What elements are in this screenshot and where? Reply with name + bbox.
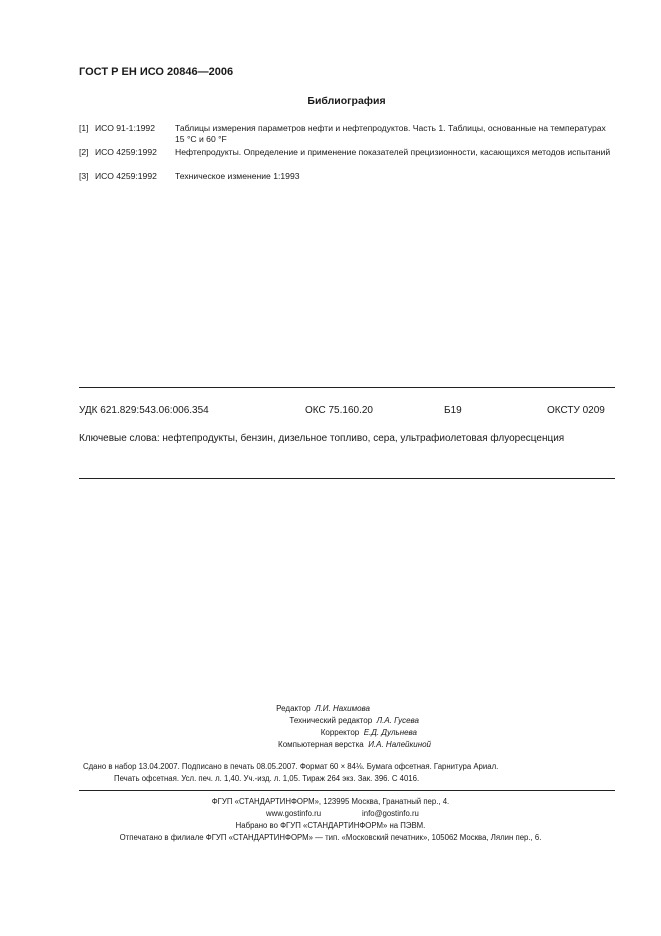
top-rule	[79, 387, 615, 388]
credit-label: Компьютерная верстка	[278, 740, 364, 749]
bib-code: ИСО 91-1:1992	[95, 123, 155, 133]
bib-number: [2]	[79, 147, 89, 157]
credit-tech-editor	[289, 716, 419, 725]
credit-label: Корректор	[320, 728, 360, 737]
credit-name: И.А. Налейкиной	[368, 740, 431, 749]
bib-text: Нефтепродукты. Определение и применение показателей прецизионности, касающихся методов испытаний	[175, 147, 611, 157]
publisher-web[interactable]: www.gostinfo.ru	[266, 809, 322, 818]
okstu-code: ОКСТУ 0209	[547, 405, 605, 416]
bib-number: [1]	[79, 123, 89, 133]
bib-code: ИСО 4259:1992	[95, 171, 157, 181]
bib-text: Таблицы измерения параметров нефти и нефтепродуктов. Часть 1. Таблицы, основанные на температурах 15 °C и 60 °F	[175, 123, 606, 144]
publisher-line-4: Отпечатано в филиале ФГУП «СТАНДАРТИНФОРМ» — тип. «Московский печатник», 105062 Москва, Лялин пер., 6.	[119, 833, 542, 842]
imprint-line-2: Печать офсетная. Усл. печ. л. 1,40. Уч.-изд. л. 1,05. Тираж 264 экз. Зак. 396. С 4016.	[114, 774, 420, 783]
bib-code: ИСО 4259:1992	[95, 147, 157, 157]
bottom-rule	[79, 478, 615, 479]
bib-text: Техническое изменение 1:1993	[175, 171, 300, 181]
oks-code: ОКС 75.160.20	[305, 405, 373, 416]
standard-header: ГОСТ Р ЕН ИСО 20846—2006	[79, 66, 234, 78]
credit-name: Л.А. Гусева	[376, 716, 419, 725]
publisher-line-1: ФГУП «СТАНДАРТИНФОРМ», 123995 Москва, Гранатный пер., 4.	[211, 797, 450, 806]
keywords: Ключевые слова: нефтепродукты, бензин, дизельное топливо, сера, ультрафиолетовая флуоресценция	[79, 433, 565, 444]
udc-code: УДК 621.829:543.06:006.354	[79, 405, 209, 416]
credit-label: Редактор	[276, 704, 311, 713]
credit-name: Е.Д. Дульнева	[363, 728, 417, 737]
credit-layout	[278, 740, 431, 749]
imprint-line-1: Сдано в набор 13.04.2007. Подписано в печать 08.05.2007. Формат 60 × 84⅛. Бумага офсетная. Гарнитура Ариал.	[83, 762, 499, 771]
imprint-rule	[79, 790, 615, 791]
credit-label: Технический редактор	[289, 716, 373, 725]
publisher-line-3: Набрано во ФГУП «СТАНДАРТИНФОРМ» на ПЭВМ.	[235, 821, 426, 830]
bib-number: [3]	[79, 171, 89, 181]
credit-name: Л.И. Нахимова	[315, 704, 370, 713]
credit-corrector	[321, 728, 417, 737]
bibliography-title: Библиография	[307, 95, 386, 107]
b-code: Б19	[444, 405, 462, 416]
credit-editor	[276, 704, 370, 713]
publisher-email[interactable]: info@gostinfo.ru	[362, 809, 419, 818]
